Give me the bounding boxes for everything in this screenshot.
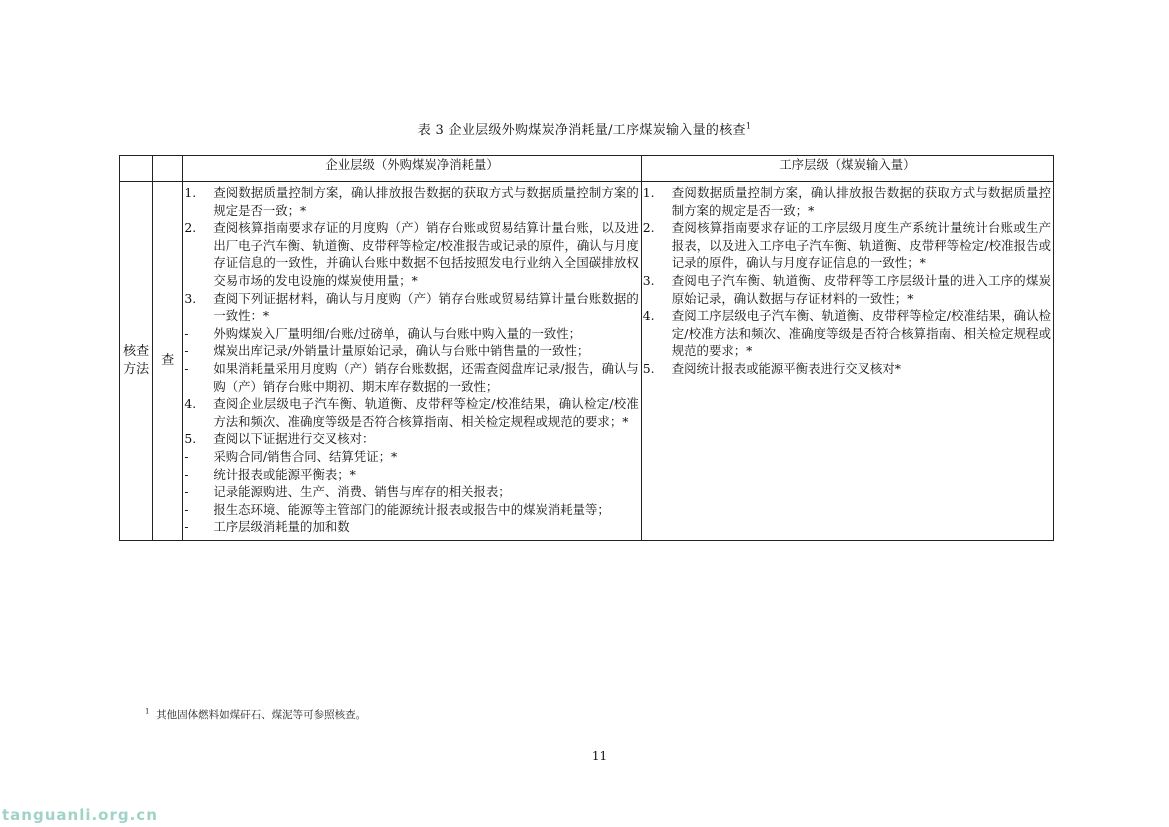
enterprise-item-text: 记录能源购进、生产、消费、销售与库存的相关报表； xyxy=(213,484,511,500)
enterprise-item xyxy=(183,448,640,466)
footnote-text: 其他固体燃料如煤矸石、煤泥等可参照核查。 xyxy=(156,709,367,721)
enterprise-item-number: 4. xyxy=(184,396,197,412)
verification-table xyxy=(119,155,1054,541)
enterprise-item-text: 报生态环境、能源等主管部门的能源统计报表或报告中的煤炭消耗量等； xyxy=(213,501,610,517)
enterprise-items-cell xyxy=(183,182,641,541)
enterprise-item-text: 采购合同/销售合同、结算凭证；* xyxy=(213,448,398,464)
enterprise-item-number: - xyxy=(184,343,189,359)
row-sublabel: 查 xyxy=(153,182,183,541)
enterprise-item xyxy=(183,430,640,448)
process-item-text: 查阅工序层级电子汽车衡、轨道衡、皮带秤等检定/校准结果，确认检定/校准方法和频次、准确度等级是否符合核算指南、相关检定规程或规范的要求；* xyxy=(671,308,1051,359)
process-item-number: 5. xyxy=(642,360,655,376)
enterprise-item-number: 2. xyxy=(184,220,197,236)
enterprise-item xyxy=(183,483,640,501)
table-title-text: 表 3 企业层级外购煤炭净消耗量/工序煤炭输入量的核查 xyxy=(417,123,746,138)
enterprise-item-text: 查阅以下证据进行交叉核对： xyxy=(213,431,375,447)
footnote xyxy=(145,707,366,722)
header-enterprise-level: 企业层级（外购煤炭净消耗量） xyxy=(183,156,641,182)
enterprise-item-text: 查阅下列证据材料，确认与月度购（产）销存台账或贸易结算计量台账数据的一致性：* xyxy=(213,290,639,324)
enterprise-item-number: - xyxy=(184,466,189,482)
enterprise-item-number: - xyxy=(184,448,189,464)
page-number: 11 xyxy=(591,749,608,763)
process-item-number: 2. xyxy=(642,220,655,236)
enterprise-item xyxy=(183,518,640,536)
enterprise-item xyxy=(183,290,640,325)
enterprise-item xyxy=(183,219,640,289)
enterprise-item xyxy=(183,325,640,343)
enterprise-item-text: 外购煤炭入厂量明细/台账/过磅单，确认与台账中购入量的一致性； xyxy=(213,325,582,341)
process-item-text: 查阅电子汽车衡、轨道衡、皮带秤等工序层级计量的进入工序的煤炭原始记录，确认数据与存证材料的一致性；* xyxy=(671,272,1051,306)
process-items-cell xyxy=(641,182,1053,541)
enterprise-item-text: 查阅企业层级电子汽车衡、轨道衡、皮带秤等检定/校准结果，确认检定/校准方法和频次、准确度等级是否符合核算指南、相关检定规程或规范的要求；* xyxy=(213,396,639,429)
enterprise-item-text: 如果消耗量采用月度购（产）销存台账数据，还需查阅盘库记录/报告，确认与购（产）销存台账中期初、期末库存数据的一致性； xyxy=(213,360,639,394)
header-process-level: 工序层级（煤炭输入量） xyxy=(641,156,1053,182)
process-item-number: 1. xyxy=(642,185,655,200)
header-cell-empty-2 xyxy=(153,156,183,182)
enterprise-item xyxy=(183,360,640,395)
enterprise-item-number: 5. xyxy=(184,431,197,447)
enterprise-item-number: 3. xyxy=(184,290,197,306)
row-label-text: 核查方法 xyxy=(123,343,150,377)
enterprise-item-number: - xyxy=(184,325,189,341)
footnote-mark: 1 xyxy=(145,707,150,716)
enterprise-item xyxy=(183,466,640,484)
process-item xyxy=(642,272,1053,307)
enterprise-item xyxy=(183,501,640,519)
table-header-row xyxy=(120,156,1054,182)
table-title xyxy=(0,119,1169,138)
table-body-row xyxy=(120,182,1054,541)
enterprise-item-number: - xyxy=(184,360,189,376)
watermark: tanguanli.org.cn xyxy=(2,806,158,824)
enterprise-item-text: 工序层级消耗量的加和数 xyxy=(213,519,350,535)
header-cell-empty-1 xyxy=(120,156,153,182)
process-item-text: 查阅核算指南要求存证的工序层级月度生产系统计量统计台账或生产报表，以及进入工序电子汽车衡、轨道衡、皮带秤等检定/校准报告或记录的原件，确认与月度存证信息的一致性；* xyxy=(671,220,1051,271)
process-item-number: 4. xyxy=(642,308,655,324)
process-item-number: 3. xyxy=(642,272,655,288)
process-item-text: 查阅统计报表或能源平衡表进行交叉核对* xyxy=(671,360,902,376)
enterprise-item-text: 查阅数据质量控制方案，确认排放报告数据的获取方式与数据质量控制方案的规定是否一致；* xyxy=(213,185,639,218)
enterprise-item xyxy=(183,395,640,430)
process-item xyxy=(642,184,1053,219)
enterprise-item-text: 煤炭出库记录/外销量计量原始记录，确认与台账中销售量的一致性； xyxy=(213,343,590,359)
enterprise-item-text: 统计报表或能源平衡表；* xyxy=(213,466,356,482)
enterprise-item-number: 1. xyxy=(184,185,197,200)
row-label-verification-method xyxy=(120,182,153,541)
enterprise-item-number: - xyxy=(184,484,189,500)
enterprise-item-text: 查阅核算指南要求存证的月度购（产）销存台账或贸易结算计量台账，以及进出厂电子汽车衡、轨道衡、皮带秤等检定/校准报告或记录的原件，确认与月度存证信息的一致性，并确认台账中数据不包括按照发电行业纳入全国碳排放权交易市场的发电设施的煤炭使用量；* xyxy=(213,220,639,288)
enterprise-item-number: - xyxy=(184,501,189,517)
enterprise-item xyxy=(183,184,640,219)
enterprise-item-number: - xyxy=(184,519,189,535)
process-item-text: 查阅数据质量控制方案，确认排放报告数据的获取方式与数据质量控制方案的规定是否一致；* xyxy=(671,185,1051,218)
title-footnote-mark: 1 xyxy=(745,121,752,131)
process-item xyxy=(642,307,1053,360)
enterprise-item xyxy=(183,342,640,360)
process-item xyxy=(642,219,1053,272)
process-item xyxy=(642,360,1053,378)
